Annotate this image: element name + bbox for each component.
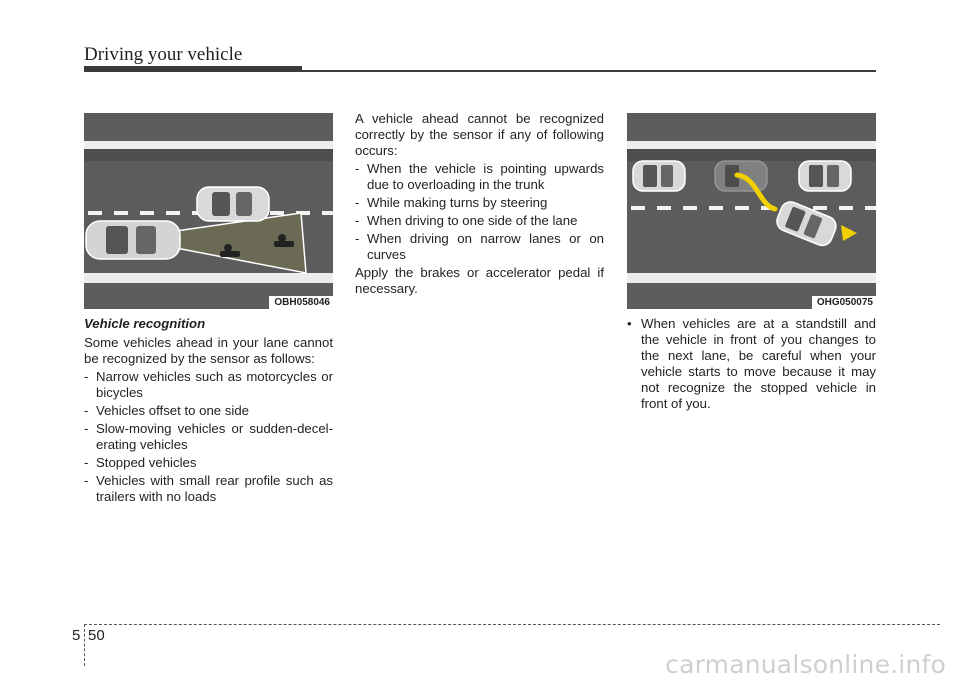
footer-rule <box>84 624 940 625</box>
paragraph: Some vehicles ahead in your lane cannot be recognized by the sensor as follows: <box>84 335 333 366</box>
vehicle-recognition-figure <box>84 113 333 309</box>
list-item: - Stopped vehicles <box>84 455 197 470</box>
column-3 <box>627 316 876 412</box>
subheading: Vehicle recognition <box>84 316 206 331</box>
list-item: - Vehicles with small rear profile such as trailers with no loads <box>84 473 333 504</box>
chapter-number: 5 <box>72 627 81 644</box>
figure-code: OHG050075 <box>812 296 876 309</box>
footer-divider <box>84 624 85 666</box>
watermark: carmanualsonline.info <box>665 650 946 679</box>
bullet-icon: • <box>627 316 632 331</box>
paragraph: Apply the brakes or accelerator pedal if necessary. <box>355 265 604 296</box>
list-item: - When driving on narrow lanes or on curves <box>355 231 604 262</box>
lane-change-illustration-icon <box>627 113 876 309</box>
list-item: - Narrow vehicles such as motorcycles or bicycles <box>84 369 333 400</box>
header-rule-thin <box>302 70 876 72</box>
vehicle-recognition-illustration-icon <box>84 113 333 309</box>
lane-change-figure <box>627 113 876 309</box>
list-item: - Slow-moving vehicles or sudden-decel-erating vehicles <box>84 421 333 452</box>
page-number: 50 <box>88 627 105 644</box>
paragraph: A vehicle ahead cannot be recognized correctly by the sensor if any of following occurs: <box>355 111 604 158</box>
list-item: - When the vehicle is pointing upwards due to overloading in the trunk <box>355 161 604 192</box>
bullet-item: • When vehicles are at a standstill and the vehicle in front of you changes to the next lane, be careful when your vehicle starts to move because it may not recognize the stopped vehicle in front of you. <box>627 316 876 411</box>
list-item: - While making turns by steering <box>355 195 548 210</box>
column-1 <box>84 316 333 507</box>
list-item: - Vehicles offset to one side <box>84 403 249 418</box>
figure-code: OBH058046 <box>269 296 333 309</box>
section-title: Driving your vehicle <box>84 44 243 65</box>
header-rule <box>84 66 302 72</box>
list-item: - When driving to one side of the lane <box>355 213 578 228</box>
column-2 <box>355 111 604 299</box>
